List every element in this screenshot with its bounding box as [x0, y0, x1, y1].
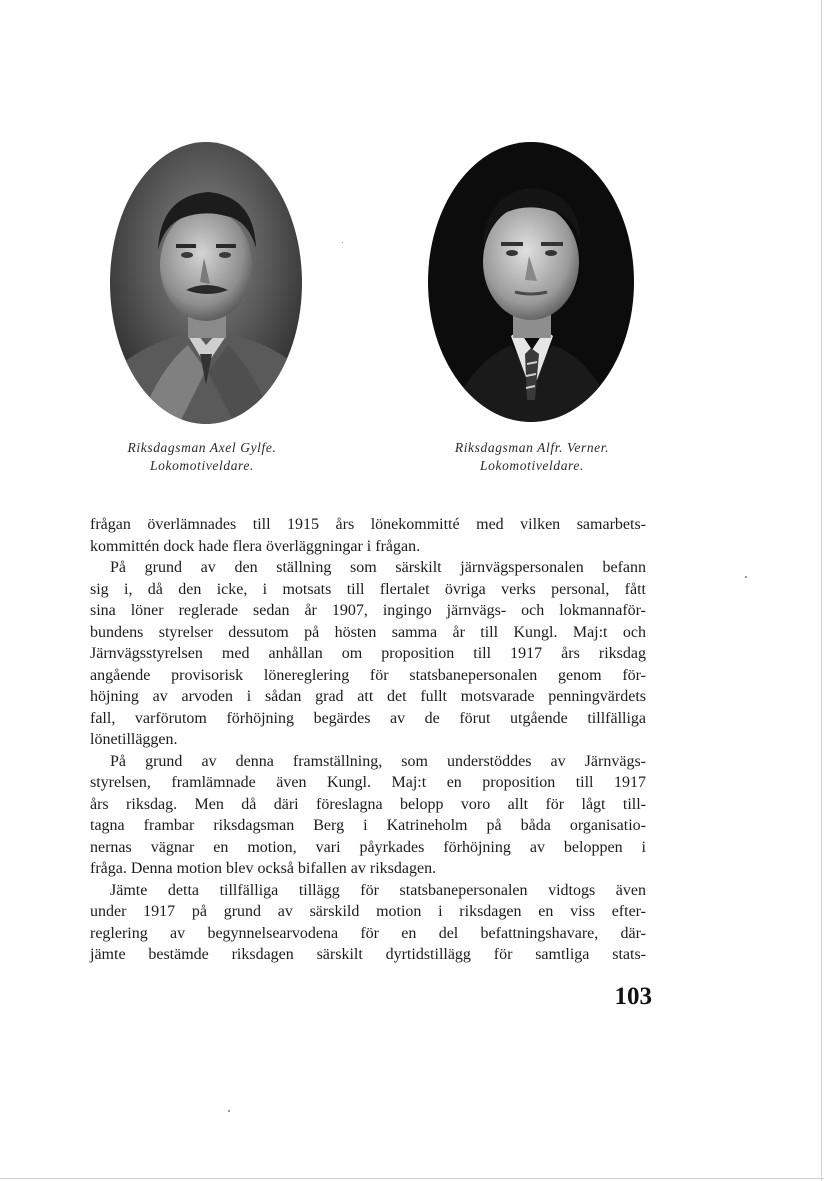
portrait-axel-gylfe: [108, 140, 304, 426]
text-line: bundens styrelser dessutom på hösten samma år till Kungl. Maj:t och: [90, 623, 646, 641]
page-edge-bottom: [0, 1178, 824, 1179]
caption-right-title: Lokomotiveldare.: [480, 458, 584, 473]
text-line: angående provisorisk lönereglering för statsbanepersonalen genom för-: [90, 666, 646, 684]
caption-left: [82, 439, 322, 475]
caption-left-name: Riksdagsman Axel Gylfe.: [127, 440, 277, 455]
portrait-photo-left: [108, 140, 304, 426]
text-line: styrelsen, framlämnade även Kungl. Maj:t en proposition till 1917: [90, 774, 646, 791]
caption-right-name: Riksdagsman Alfr. Verner.: [454, 440, 610, 455]
page-edge-right: [821, 0, 822, 1181]
text-line: lönetilläggen.: [90, 731, 178, 748]
text-line: frågan överlämnades till 1915 års lönekommitté med vilken samarbets-: [90, 516, 646, 533]
text-line: På grund av denna framställning, som understöddes av Järnvägs-: [110, 752, 646, 770]
text-line: under 1917 på grund av särskild motion i riksdagen en viss efter-: [90, 903, 646, 920]
text-line: års riksdag. Men då däri föreslagna belopp voro allt för lågt till-: [90, 795, 646, 813]
text-line: reglering av begynnelsearvodena för en del befattningshavare, där-: [90, 924, 646, 942]
portrait-photo-right: [427, 140, 635, 424]
scan-speck: [342, 242, 343, 243]
text-line: Järnvägsstyrelsen med anhållan om proposition till 1917 års riksdag: [90, 645, 646, 662]
portrait-alfr-verner: [427, 140, 635, 424]
text-line: höjning av arvoden i sådan grad att det fullt motsvarade penningvärdets: [90, 688, 646, 705]
text-line: kommittén dock hade flera överläggningar i frågan.: [90, 537, 421, 555]
text-line: fråga. Denna motion blev också bifallen av riksdagen.: [90, 860, 437, 877]
text-line: sig i, då den icke, i motsats till flertalet övriga verks personal, fått: [90, 580, 646, 598]
caption-left-title: Lokomotiveldare.: [150, 458, 254, 473]
page-number: 103: [614, 983, 652, 1010]
text-line: På grund av den ställning som särskilt järnvägspersonalen befann: [110, 559, 646, 576]
scan-speck: [228, 1110, 230, 1112]
text-line: Jämte detta tillfälliga tillägg för statsbanepersonalen vidtogs även: [110, 881, 646, 899]
text-line: jämte bestämde riksdagen särskilt dyrtidstillägg för samtliga stats-: [90, 946, 646, 963]
text-line: fall, varförutom förhöjning begärdes av de förut utgående tillfälliga: [90, 709, 646, 727]
text-line: nernas vägnar en motion, vari påyrkades förhöjning av beloppen i: [90, 838, 646, 856]
body-text: [90, 514, 646, 966]
scan-speck: [745, 576, 747, 578]
text-line: sina löner reglerade sedan år 1907, ingingo järnvägs- och lokmannaför-: [90, 602, 646, 619]
caption-right: [412, 439, 652, 475]
text-line: tagna frambar riksdagsman Berg i Katrineholm på båda organisatio-: [90, 817, 646, 834]
